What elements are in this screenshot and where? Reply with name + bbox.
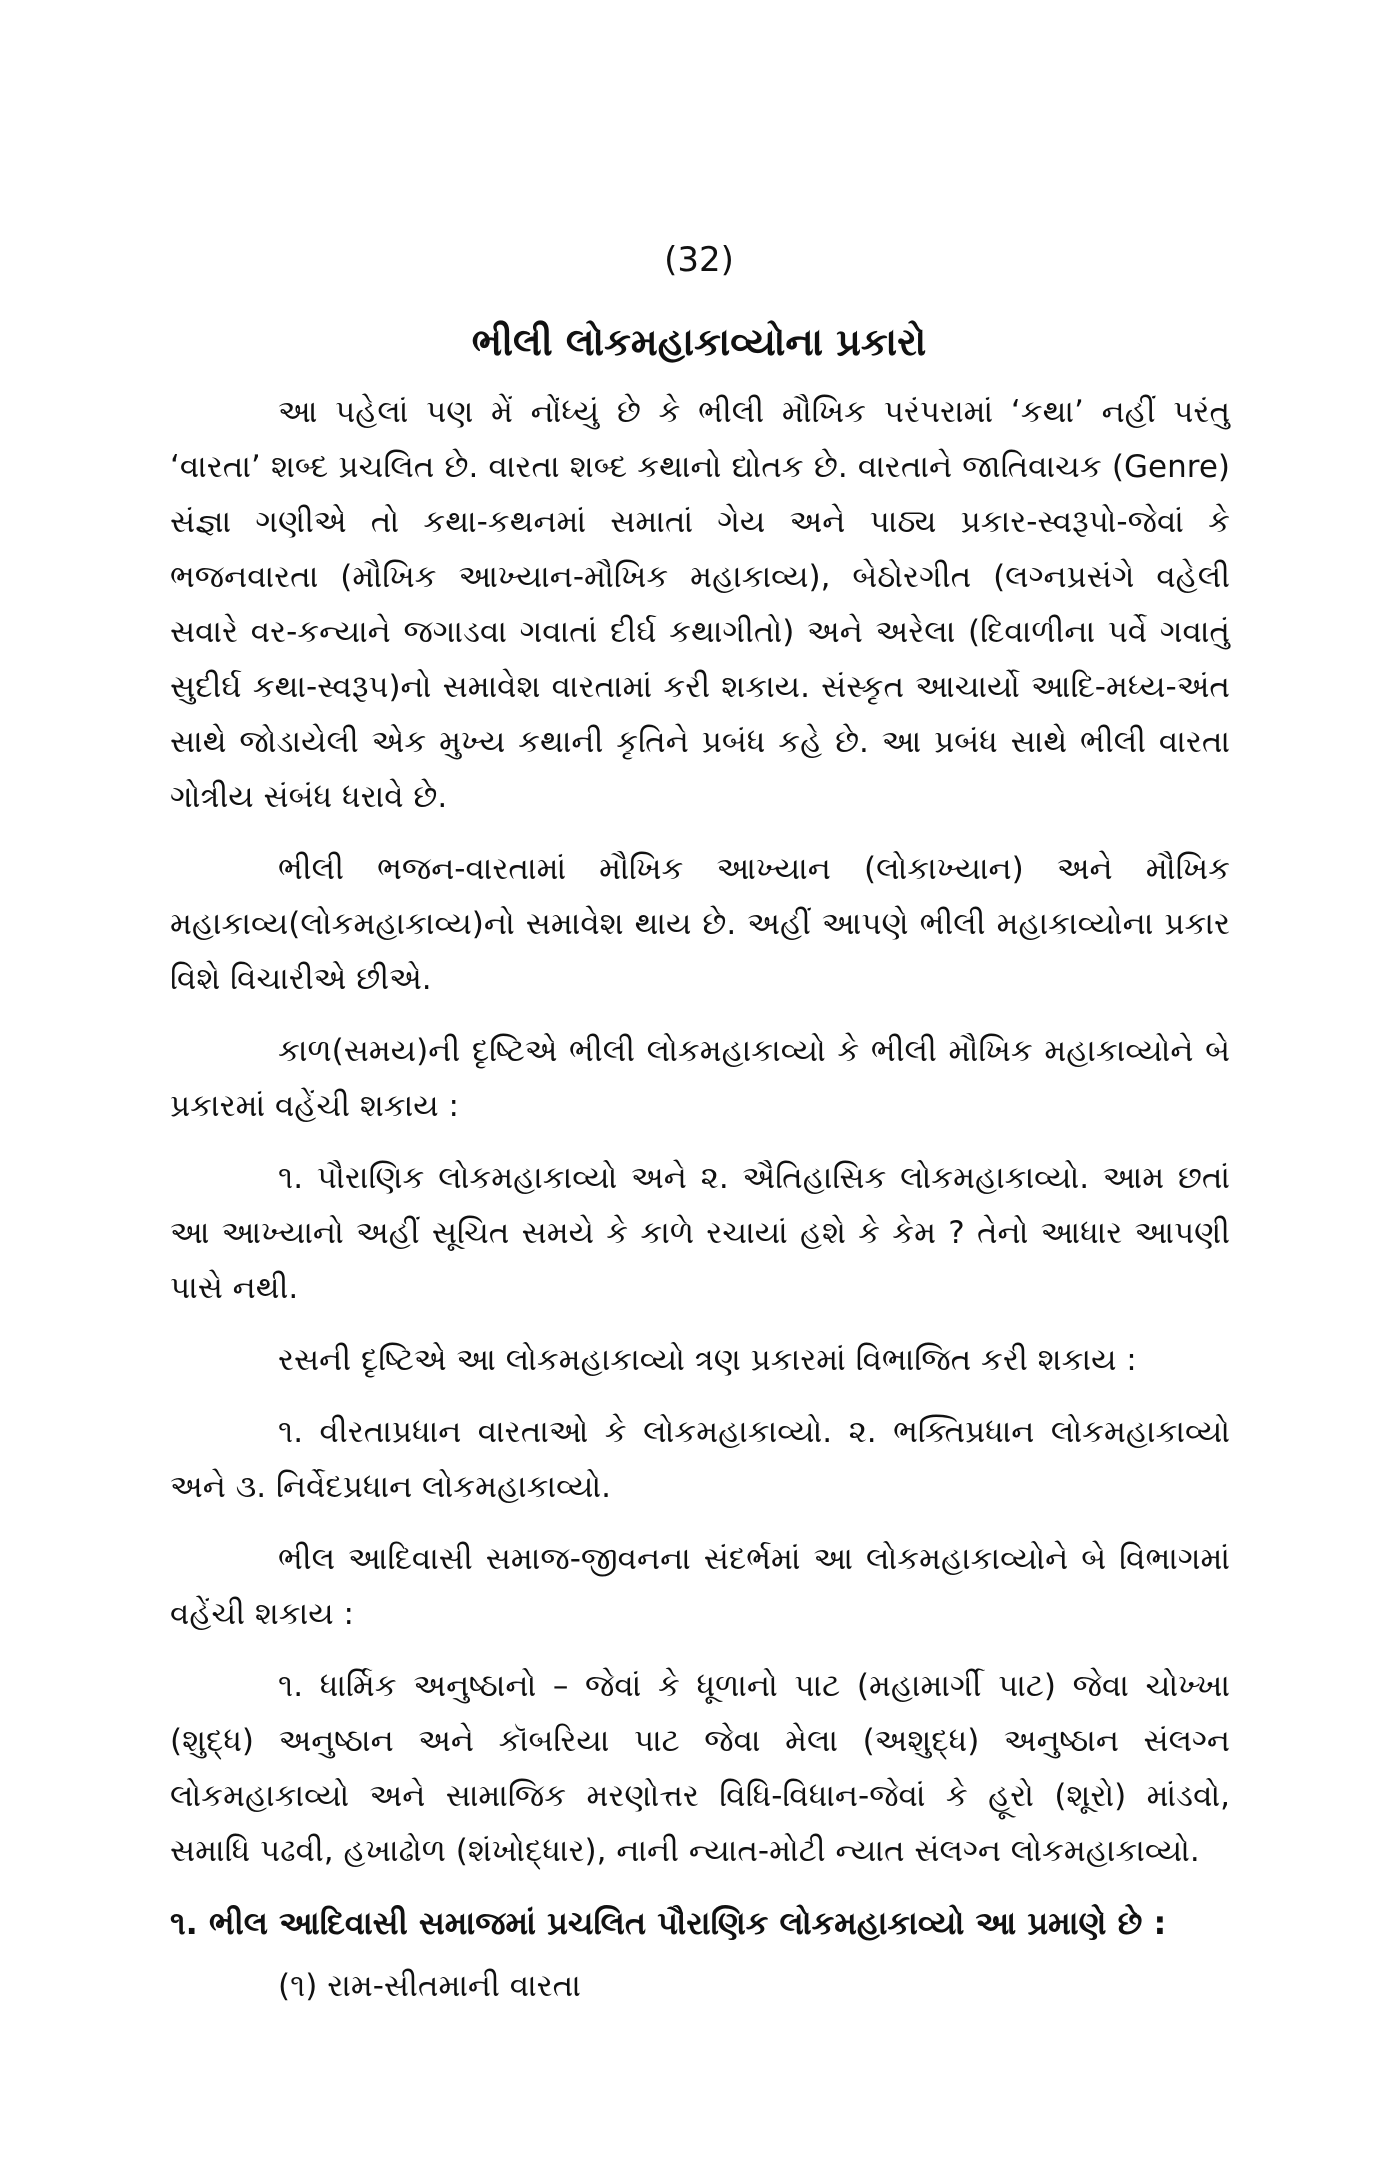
- page-number: (32): [664, 240, 734, 280]
- paragraph-2: ભીલી ભજન-વારતામાં મૌખિક આખ્યાન (લોકાખ્યાન) અને મૌખિક મહાકાવ્ય(લોકમહાકાવ્ય)નો સમાવેશ થાય છે. અહીં આપણે ભીલી મહાકાવ્યોના પ્રકાર વિશે વિચારીએ છીએ.: [170, 851, 1230, 997]
- list-item: (૧) રામ-સીતમાની વારતા: [278, 1968, 581, 2004]
- section-heading: ૧. ભીલ આદિવાસી સમાજમાં પ્રચલિત પૌરાણિક લોકમહાકાવ્યો આ પ્રમાણે છે :: [170, 1904, 1167, 1942]
- paragraph-6: ૧. વીરતાપ્રધાન વારતાઓ કે લોકમહાકાવ્યો. ૨. ભક્તિપ્રધાન લોકમહાકાવ્યો અને ૩. નિર્વેદપ્રધાન લોકમહાકાવ્યો.: [170, 1414, 1230, 1505]
- body-text: [170, 385, 1230, 2014]
- paragraph-1: આ પહેલાં પણ મેં નોંધ્યું છે કે ભીલી મૌખિક પરંપરામાં ‘કથા’ નહીં પરંતુ ‘વારતા’ શબ્દ પ્રચલિત છે. વારતા શબ્દ કથાનો દ્યોતક છે. વારતાને જાતિવાચક (Genre) સંજ્ઞા ગણીએ તો કથા-કથનમાં સમાતાં ગેય અને પાઠ્ય પ્રકાર-સ્વરૂપો-જેવાં કે ભજનવારતા (મૌખિક આખ્યાન-મૌખિક મહાકાવ્ય), બેઠોરગીત (લગ્નપ્રસંગે વહેલી સવારે વર-કન્યાને જગાડવા ગવાતાં દીર્ઘ કથાગીતો) અને અરેલા (દિવાળીના પર્વે ગવાતું સુદીર્ઘ કથા-સ્વરૂપ)નો સમાવેશ વારતામાં કરી શકાય. સંસ્કૃત આચાર્યો આદિ-મધ્ય-અંત સાથે જોડાયેલી એક મુખ્ય કથાની કૃતિને પ્રબંધ કહે છે. આ પ્રબંધ સાથે ભીલી વારતા ગોત્રીય સંબંધ ધરાવે છે.: [170, 394, 1230, 815]
- paragraph-7: ભીલ આદિવાસી સમાજ-જીવનના સંદર્ભમાં આ લોકમહાકાવ્યોને બે વિભાગમાં વહેંચી શકાય :: [170, 1541, 1230, 1632]
- paragraph-4: ૧. પૌરાણિક લોકમહાકાવ્યો અને ૨. ઐતિહાસિક લોકમહાકાવ્યો. આમ છતાં આ આખ્યાનો અહીં સૂચિત સમયે કે કાળે રચાયાં હશે કે કેમ ? તેનો આધાર આપણી પાસે નથી.: [170, 1160, 1230, 1306]
- paragraph-5: રસની દૃષ્ટિએ આ લોકમહાકાવ્યો ત્રણ પ્રકારમાં વિભાજિત કરી શકાય :: [278, 1342, 1137, 1378]
- paragraph-8: ૧. ધાર્મિક અનુષ્ઠાનો – જેવાં કે ધૂળાનો પાટ (મહામાર્ગી પાટ) જેવા ચોખ્ખા (શુદ્ધ) અનુષ્ઠાન અને કૉબરિયા પાટ જેવા મેલા (અશુદ્ધ) અનુષ્ઠાન સંલગ્ન લોકમહાકાવ્યો અને સામાજિક મરણોત્તર વિધિ-વિધાન-જેવાં કે હૂરો (શૂરો) માંડવો, સમાધિ પઢવી, હખાઢોળ (શંખોદ્ધાર), નાની ન્યાત-મોટી ન્યાત સંલગ્ન લોકમહાકાવ્યો.: [170, 1668, 1230, 1869]
- chapter-title: ભીલી લોકમહાકાવ્યોના પ્રકારો: [471, 320, 927, 364]
- paragraph-3: કાળ(સમય)ની દૃષ્ટિએ ભીલી લોકમહાકાવ્યો કે ભીલી મૌખિક મહાકાવ્યોને બે પ્રકારમાં વહેંચી શકાય :: [170, 1033, 1230, 1124]
